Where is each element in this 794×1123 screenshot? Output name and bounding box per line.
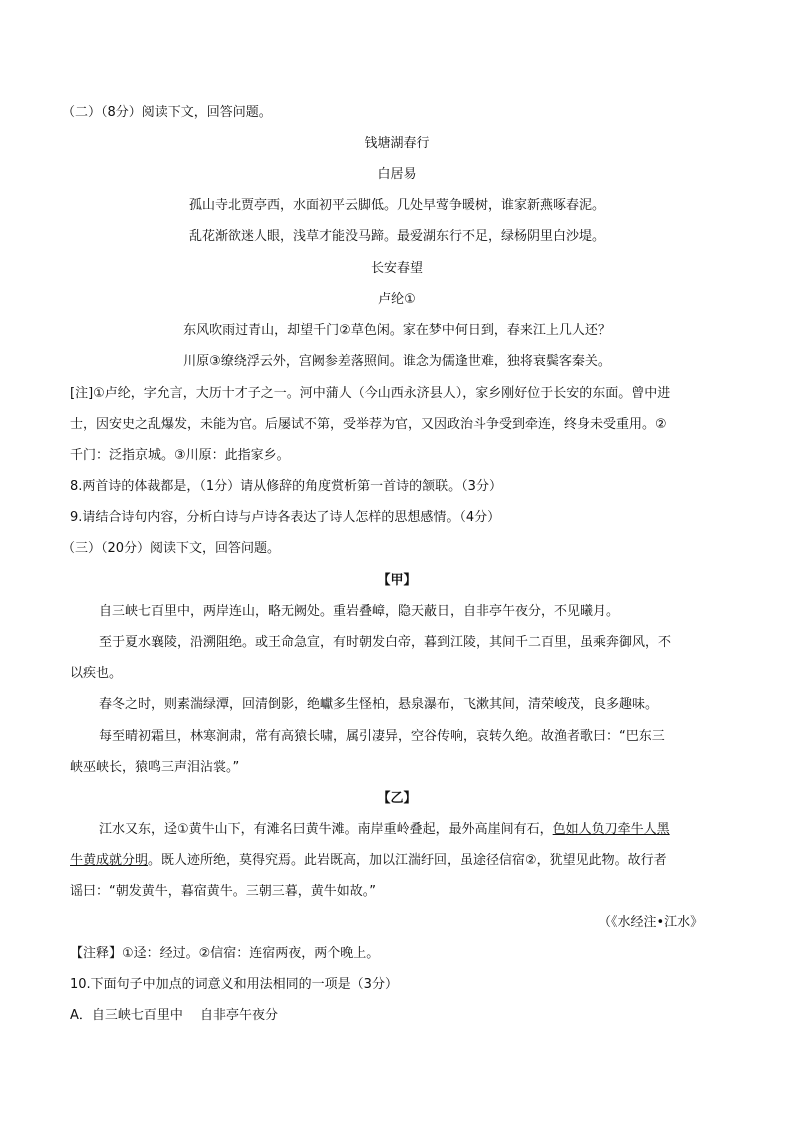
- underlined-phrase: 色如人负刀牵牛人黑: [552, 822, 670, 837]
- poem2-author: 卢纶①: [378, 292, 416, 307]
- annotation: 【注释】①迳：经过。②信宿：连宿两夜，两个晚上。: [70, 946, 380, 961]
- passage-yi-text: 。既人迹所绝，莫得究焉。此岩既高，加以江湍纡回，虽途径信宿②，犹望见此物。故行者: [148, 853, 667, 868]
- question-10: 10.下面句子中加点的词意义和用法相同的一项是（3分）: [70, 977, 398, 992]
- passage-jia-label: 【甲】: [377, 573, 417, 588]
- poem2-title: 长安春望: [370, 261, 423, 276]
- question-8: 8.两首诗的体裁都是，（1分）请从修辞的角度赏析第一首诗的颔联。（3分）: [70, 479, 502, 494]
- note-line: 千门：泛指京城。③川原：此指家乡。: [70, 448, 290, 463]
- poem1-line: 乱花渐欲迷人眼，浅草才能没马蹄。最爱湖东行不足，绿杨阴里白沙堤。: [188, 229, 605, 244]
- passage-yi-text: 江水又东，迳①黄牛山下，有滩名曰黄牛滩。南岸重岭叠起，最外高崖间有石，: [99, 822, 553, 837]
- passage-jia-line: 至于夏水襄陵，沿溯阻绝。或王命急宣，有时朝发白帝，暮到江陵，其间千二百里，虽乘奔御风，不: [99, 635, 672, 650]
- passage-source: （《水经注•江水》: [598, 915, 704, 930]
- section3-header: （三）（20分）阅读下文，回答问题。: [62, 541, 281, 556]
- passage-yi-label: 【乙】: [377, 791, 417, 806]
- underlined-phrase: 牛黄成就分明: [70, 853, 149, 868]
- poem1-title: 钱塘湖春行: [364, 136, 430, 151]
- option-a: A．自三峡七百里中 自非亭午夜分: [70, 1008, 279, 1023]
- passage-jia-line: 春冬之时，则素湍绿潭，回清倒影，绝巘多生怪柏，悬泉瀑布，飞漱其间，清荣峻茂，良多趣味。: [99, 697, 659, 712]
- poem2-line: 川原③缭绕浮云外，宫阙参差落照间。谁念为儒逢世难，独将衰鬓客秦关。: [183, 354, 611, 369]
- poem2-line: 东风吹雨过青山，却望千门②草色闲。家在梦中何日到，春来江上几人还？: [183, 323, 611, 338]
- passage-jia-line: 自三峡七百里中，两岸连山，略无阙处。重岩叠嶂，隐天蔽日，自非亭午夜分，不见曦月。: [99, 604, 620, 619]
- question-9: 9.请结合诗句内容，分析白诗与卢诗各表达了诗人怎样的思想感情。（4分）: [70, 510, 501, 525]
- passage-jia-line: 每至晴初霜旦，林寒涧肃，常有高猿长啸，属引凄异，空谷传响，哀转久绝。故渔者歌曰：“巴东三: [99, 729, 665, 744]
- note-line: 士，因安史之乱爆发，未能为官。后屡试不第，受举荐为官，又因政治斗争受到牵连，终身未受重用。②: [70, 417, 667, 432]
- passage-yi-line: [70, 852, 667, 870]
- passage-jia-line: 以疾也。: [70, 666, 123, 681]
- section2-header: （二）（8分）阅读下文，回答问题。: [62, 105, 272, 120]
- poem1-author: 白居易: [377, 167, 417, 182]
- passage-jia-line: 峡巫峡长，猿鸣三声泪沾裳。”: [70, 760, 240, 775]
- passage-yi-line: 谣曰：“朝发黄牛，暮宿黄牛。三朝三暮，黄牛如故。”: [70, 884, 376, 899]
- note-line: [注]①卢纶，字允言，大历十才子之一。河中蒲人（今山西永济县人），家乡刚好位于长安的东面。曾中进: [70, 386, 671, 401]
- poem1-line: 孤山寺北贾亭西，水面初平云脚低。几处早莺争暖树，谁家新燕啄春泥。: [188, 198, 605, 213]
- passage-yi-line: [99, 821, 670, 839]
